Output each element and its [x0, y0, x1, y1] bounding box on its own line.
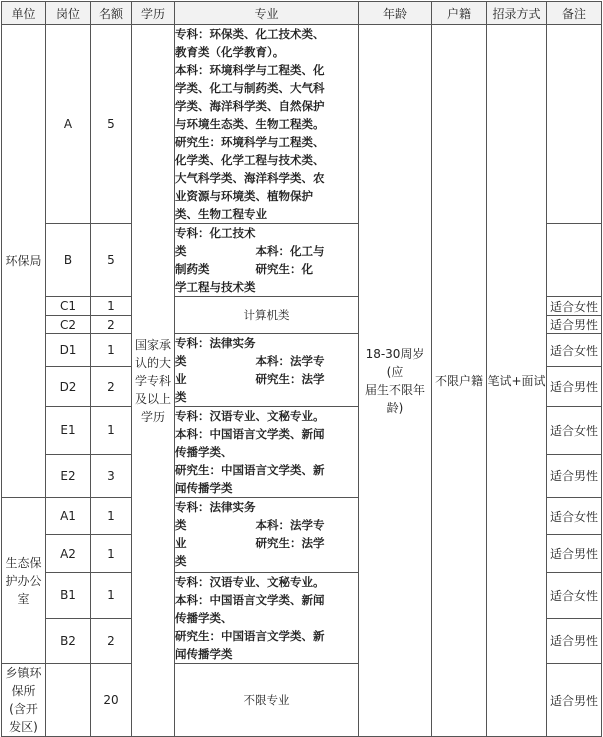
- major-cell: 计算机类: [175, 297, 359, 334]
- remark-cell: 适合女性: [547, 573, 602, 619]
- hukou-cell: 不限户籍: [432, 25, 487, 737]
- header-position: 岗位: [46, 2, 91, 25]
- quota-cell: 5: [91, 224, 132, 297]
- position-cell: D2: [46, 367, 91, 407]
- position-cell: A1: [46, 498, 91, 535]
- remark-cell: [547, 224, 602, 297]
- quota-cell: 1: [91, 297, 132, 316]
- remark-cell: 适合男性: [547, 535, 602, 573]
- quota-cell: 1: [91, 407, 132, 455]
- remark-cell: 适合女性: [547, 334, 602, 367]
- position-cell: B: [46, 224, 91, 297]
- remark-cell: [547, 25, 602, 224]
- remark-cell: 适合男性: [547, 367, 602, 407]
- recruitment-table: [1, 1, 602, 737]
- position-cell: A: [46, 25, 91, 224]
- unit-cell: 乡镇环 保所 (含开 发区): [2, 664, 46, 737]
- major-cell: 专科：法律实务 类 本科：法学专 业 研究生：法学 类: [175, 498, 359, 573]
- position-cell: C2: [46, 316, 91, 334]
- age-cell: 18-30周岁(应 届生不限年 龄): [359, 25, 432, 737]
- header-unit: 单位: [2, 2, 46, 25]
- position-cell: B2: [46, 618, 91, 664]
- header-age: 年龄: [359, 2, 432, 25]
- position-cell: B1: [46, 573, 91, 619]
- remark-cell: 适合女性: [547, 407, 602, 455]
- table-row: [2, 25, 602, 224]
- quota-cell: 5: [91, 25, 132, 224]
- remark-cell: 适合男性: [547, 618, 602, 664]
- header-major: 专业: [175, 2, 359, 25]
- quota-cell: 3: [91, 454, 132, 497]
- major-cell: 专科：环保类、化工技术类、 教育类（化学教育）。 本科：环境科学与工程类、化 学类、化工与制药类、大气科 学类、海洋科学类、自然保护 与环境生态类、生物工程类。 研究生：环境科学与工程类、 化学类、化学工程与技术类、 大气科学类、海洋科学类、农 业资源与环境类、植物保护 类、生物工程专业: [175, 25, 359, 224]
- remark-cell: 适合女性: [547, 297, 602, 316]
- position-cell: C1: [46, 297, 91, 316]
- position-cell: E2: [46, 454, 91, 497]
- quota-cell: 1: [91, 535, 132, 573]
- major-cell: 专科：法律实务 类 本科：法学专 业 研究生：法学 类: [175, 334, 359, 407]
- remark-cell: 适合男性: [547, 316, 602, 334]
- quota-cell: 2: [91, 316, 132, 334]
- major-cell: 不限专业: [175, 664, 359, 737]
- header-row: [2, 2, 602, 25]
- remark-cell: 适合男性: [547, 664, 602, 737]
- method-cell: 笔试+面试: [487, 25, 547, 737]
- quota-cell: 2: [91, 367, 132, 407]
- position-cell: [46, 664, 91, 737]
- unit-cell: 生态保 护办公 室: [2, 498, 46, 664]
- quota-cell: 2: [91, 618, 132, 664]
- remark-cell: 适合男性: [547, 454, 602, 497]
- education-cell: 国家承 认的大 学专科 及以上 学历: [132, 25, 175, 737]
- major-cell: 专科：化工技术 类 本科：化工与 制药类 研究生：化 学工程与技术类: [175, 224, 359, 297]
- major-cell: 专科：汉语专业、文秘专业。 本科：中国语言文学类、新闻 传播学类、 研究生：中国语言文学类、新 闻传播学类: [175, 573, 359, 664]
- quota-cell: 1: [91, 573, 132, 619]
- header-remarks: 备注: [547, 2, 602, 25]
- position-cell: A2: [46, 535, 91, 573]
- quota-cell: 20: [91, 664, 132, 737]
- position-cell: D1: [46, 334, 91, 367]
- header-quota: 名额: [91, 2, 132, 25]
- quota-cell: 1: [91, 334, 132, 367]
- remark-cell: 适合女性: [547, 498, 602, 535]
- position-cell: E1: [46, 407, 91, 455]
- header-hukou: 户籍: [432, 2, 487, 25]
- quota-cell: 1: [91, 498, 132, 535]
- major-cell: 专科：汉语专业、文秘专业。 本科：中国语言文学类、新闻 传播学类、 研究生：中国语言文学类、新 闻传播学类: [175, 407, 359, 498]
- unit-cell: 环保局: [2, 25, 46, 498]
- header-method: 招录方式: [487, 2, 547, 25]
- header-education: 学历: [132, 2, 175, 25]
